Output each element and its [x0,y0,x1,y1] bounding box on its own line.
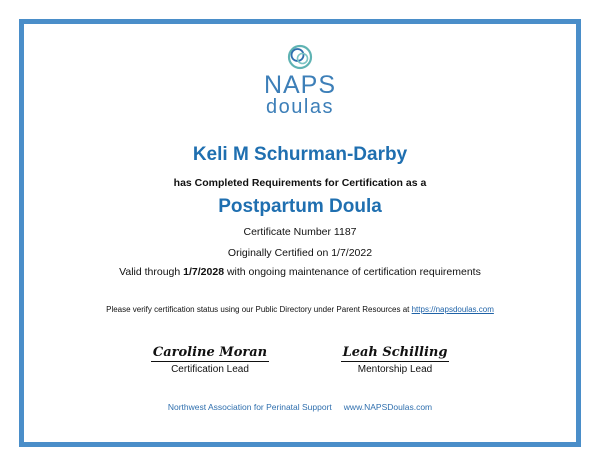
validity-statement [0,266,600,279]
certificate-number: Certificate Number 1187 [243,226,357,238]
logo-naps-text: NAPS [263,71,337,99]
footer-website[interactable]: www.NAPSDoulas.com [343,402,433,412]
footer-org: Northwest Association for Perinatal Support [167,402,332,412]
original-certification-date: Originally Certified on 1/7/2022 [227,247,373,259]
signature-role: Mentorship Lead [357,364,433,375]
verify-text: Please verify certification status using our Public Directory under Parent Resources at [106,305,412,314]
signature-leah-schilling: Leah Schilling [342,345,448,360]
directory-link[interactable]: https://napsdoulas.com [411,305,494,314]
logo-doulas-text: doulas [266,96,334,118]
signature-block-mentorship [320,343,470,376]
valid-date: 1/7/2028 [183,266,225,278]
footer [0,402,600,413]
signature-block-certification [135,343,285,376]
completion-statement: has Completed Requirements for Certification as a [173,177,427,189]
recipient-name: Keli M Schurman-Darby [192,144,408,165]
certification-title: Postpartum Doula [218,196,382,217]
verification-note [0,305,600,315]
signature-role: Certification Lead [171,364,249,375]
valid-prefix: Valid through [119,266,184,278]
signature-caroline-moran: Caroline Moran [152,345,268,360]
valid-suffix: with ongoing maintenance of certification requirements [224,266,481,278]
interlocking-rings-icon [286,43,314,71]
